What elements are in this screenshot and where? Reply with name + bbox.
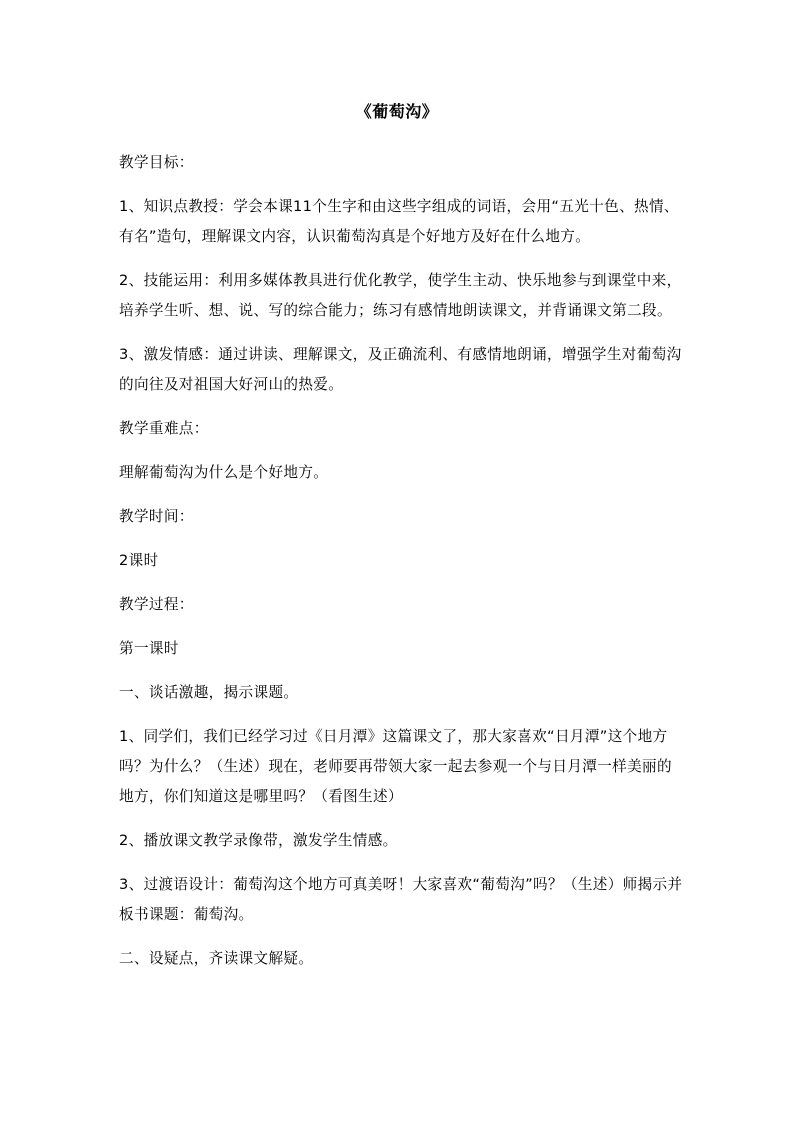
step-paragraph-3: 3、过渡语设计：葡萄沟这个地方可真美呀！大家喜欢“葡萄沟”吗？（生述）师揭示并板书课题：葡萄沟。: [119, 876, 683, 923]
objective-paragraph-1: 1、知识点教授：学会本课11个生字和由这些字组成的词语，会用“五光十色、热情、有名”造句，理解课文内容，认识葡萄沟真是个好地方及好在什么地方。: [119, 198, 679, 245]
step-heading-1: 一、谈话激趣，揭示课题。: [119, 684, 299, 701]
objective-paragraph-3: 3、激发情感：通过讲读、理解课文，及正确流利、有感情地朗诵，增强学生对葡萄沟的向往及对祖国大好河山的热爱。: [119, 346, 682, 393]
section-heading-time: 教学时间：: [119, 508, 194, 525]
section-heading-key-points: 教学重难点：: [119, 420, 209, 437]
objective-paragraph-2: 2、技能运用：利用多媒体教具进行优化教学，使学生主动、快乐地参与到课堂中来，培养学生听、想、说、写的综合能力；练习有感情地朗读课文，并背诵课文第二段。: [119, 272, 682, 319]
step-paragraph-2: 2、播放课文教学录像带，激发学生情感。: [119, 832, 398, 849]
document-body: [119, 148, 683, 974]
lesson-heading-first: 第一课时: [119, 640, 179, 657]
time-paragraph: 2课时: [119, 552, 159, 569]
step-heading-2: 二、设疑点，齐读课文解疑。: [119, 950, 314, 967]
section-heading-objectives: 教学目标：: [119, 154, 194, 171]
step-paragraph-1: 1、同学们，我们已经学习过《日月潭》这篇课文了，那大家喜欢“日月潭”这个地方吗？为什么？（生述）现在，老师要再带领大家一起去参观一个与日月潭一样美丽的地方，你们知道这是哪里吗？（看图生述）: [119, 728, 672, 805]
section-heading-process: 教学过程：: [119, 596, 194, 613]
document-title: 《葡萄沟》: [355, 102, 439, 121]
key-points-paragraph: 理解葡萄沟为什么是个好地方。: [119, 464, 329, 481]
